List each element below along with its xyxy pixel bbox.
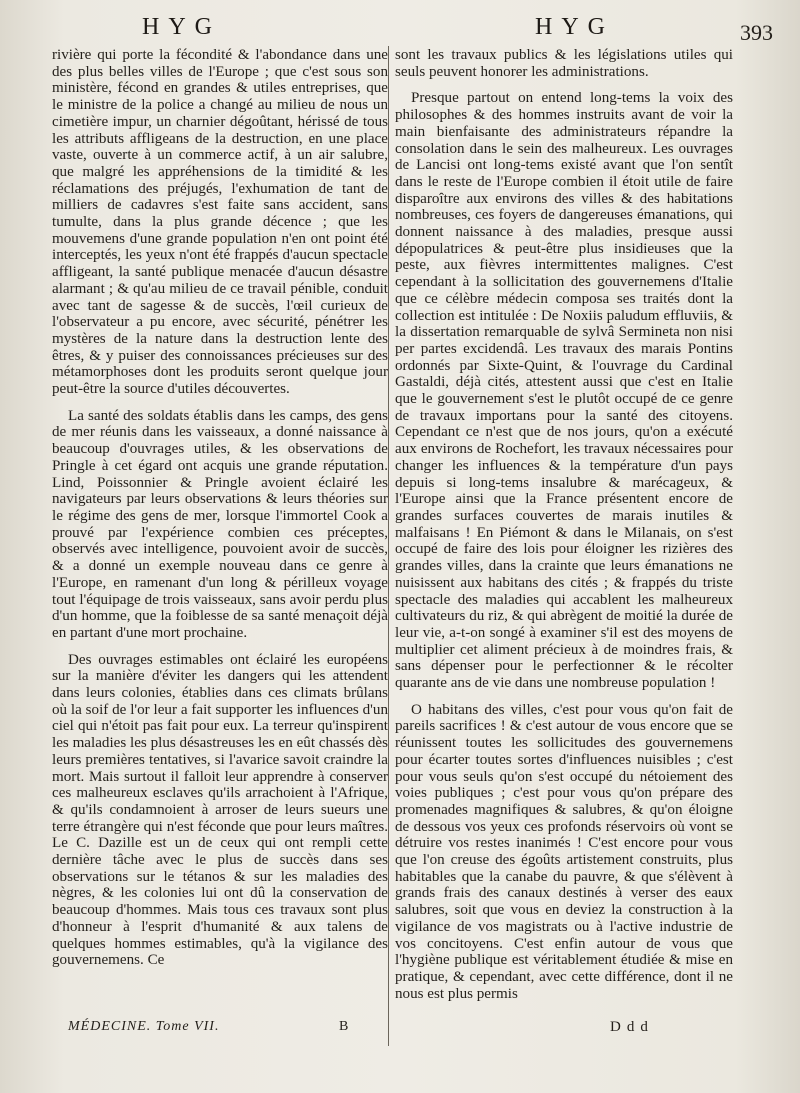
right-column [395, 47, 733, 1002]
running-header [0, 14, 800, 48]
signature-mark: Ddd [610, 1019, 654, 1035]
column-divider [388, 46, 389, 1046]
left-paragraph-2: La santé des soldats établis dans les camps, des gens de mer réunis dans les vaisseaux, a donné naissance à beaucoup d'ouvrages utiles, & les observations de Pringle à cet égard ont acquis une grande réputation. Lind, Poissonnier & Pringle avoient éclairé les navigateurs par leurs observations & leurs théories sur le régime des gens de mer, lorsque l'immortel Cook a prouvé par l'expérience combien ces préceptes, observés avec intelligence, pouvoient avoir de succès, & a donné un exemple nouveau dans ce genre à l'Europe, en ramenant d'un long & périlleux voyage tout l'équipage de trois vaisseaux, sans avoir perdu plus d'un homme, que la foiblesse de sa santé menaçoit déjà en partant d'une mort prochaine. [52, 407, 388, 641]
right-paragraph-2: Presque partout on entend long-tems la voix des philosophes & des hommes instruits avant de voir la main bienfaisante des administrateurs répandre la consolation dans le sein des malheureux. Les ouvrages de Lancisi ont long-tems existé avant que l'on sentît dans le reste de l'Europe combien il étoit utile de faire disparoître aux environs des villes & des habitations nombreuses, ces foyers de dangereuses émanations, qui donnent naissance à des maladies, presque aussi dépopulatrices & peut-être plus insidieuses que la peste, aux fièvres intermittentes malignes. C'est cependant à la sollicitation des gouvernemens d'Italie que ce célèbre médecin composa ses traités dont la collection est intitulée : De Noxiis paludum effluviis, & la dissertation remarquable de sylvâ Sermineta non nisi per partes excidendâ. Les travaux des marais Pontins ordonnés par Sixte-Quint, & l'ouvrage du Cardinal Gastaldi, déjà cités, attestent aussi que c'est en Italie que le gouvernement s'est le plutôt occupé de ce genre de travaux importans pour la santé des citoyens. Cependant ce n'est que de nos jours, qu'on a exécuté aux environs de Rochefort, les travaux nécessaires pour changer les influences & la température d'un pays depuis si long-tems insalubre & marécageux, & l'Europe ainsi que la France présentent encore de grandes surfaces couvertes de marais inutiles & malfaisans ! En Piémont & dans le Milanais, on s'est occupé de faire des lois pour éloigner les rizières des grandes villes, dans la crainte que leurs émanations ne nuisissent aux habitans des cités ; & frappés du triste spectacle des maladies qui accablent les malheureux cultivateurs du riz, & qui abrègent de moitié la durée de leur vie, a-t-on songé à examiner s'il est des moyens de multiplier cet aliment précieux à de moindres frais, & sans dépenser pour le perfectionner & le récolter quarante ans de vie dans une nombreuse population ! [395, 90, 733, 692]
volume-title: MÉDECINE. Tome VII. [68, 1019, 220, 1034]
right-paragraph-3: O habitans des villes, c'est pour vous qu'on fait de pareils sacrifices ! & c'est autour de vous encore que se réunissent toutes les sollicitudes des gouvernemens pour écarter toutes sortes d'influences nuisibles ; c'est pour vous seuls qu'on s'est occupé du nétoiement des voies publiques ; c'est pour vous qu'on prépare des promenades magnifiques & salubres, & qu'on éloigne de dessous vos yeux ces profonds réservoirs où vont se détruire vos restes inanimés ! C'est encore pour vous que l'on creuse des égoûts artistement construits, plus habitables que la canabe du pauvre, & que s'élèvent à grands frais des canaux destinés à verser des eaux salubres, soit que vous en deviez la construction à la vigilance de vos magistrats ou à l'active industrie de vos concitoyens. C'est enfin autour de vous que l'hygiène publique est véritablement étudiée & mise en pratique, & cependant, avec cette différence, dont il ne nous est plus permis [395, 701, 733, 1002]
left-column [52, 47, 388, 969]
page-number: 393 [740, 20, 773, 45]
page-footer [0, 1019, 800, 1039]
right-paragraph-1: sont les travaux publics & les législations utiles qui seuls peuvent honorer les administrations. [395, 47, 733, 80]
left-paragraph-3: Des ouvrages estimables ont éclairé les européens sur la manière d'éviter les dangers qui les attendent dans leurs colonies, établies dans ces climats brûlans où la soif de l'or leur a fait supporter les influences d'un ciel qui n'étoit pas fait pour eux. La terreur qu'inspirent les maladies les plus désastreuses les en eût chassés dès leurs premières tentatives, si l'avarice savoit craindre la mort. Mais surtout il falloit leur apprendre à conserver ces malheureux esclaves qu'ils arrachoient à l'Afrique, & qu'ils condamnoient à arroser de leurs sueurs une terre étrangère qui n'est féconde que pour leurs maîtres. Le C. Dazille est un de ceux qui ont rempli cette dernière tâche avec le plus de succès dans ses observations sur le tétanos & sur les maladies des nègres, & les colonies lui ont dû la conservation de beaucoup d'hommes. Mais tous ces travaux sont plus d'honneur à l'esprit d'humanité & aux talens de quelques hommes estimables, qu'à la vigilance des gouvernemens. Ce [52, 651, 388, 969]
header-right-word: HYG [535, 14, 614, 40]
left-paragraph-1: rivière qui porte la fécondité & l'abondance dans une des plus belles villes de l'Europe ; que c'est sous son ministère, fécond en grandes & utiles entreprises, que le ministre de la police a changé au milieu de nous un cimetière impur, un charnier dégoûtant, hérissé de tous les attributs affligeans de la destruction, en une place vaste, ouverte à un commerce actif, à un air salubre, que malgré les appréhensions de la timidité & les réclamations des préjugés, l'exhumation de tant de milliers de cadavres s'est faite sans accident, sans tumulte, dans la plus grande décence ; que les mouvemens d'une grande population n'en ont point été interceptés, les yeux n'ont été frappés d'aucun spectacle affligeant, la santé publique menacée d'aucun désastre alarmant ; & qu'au milieu de ce travail pénible, conduit avec tant de sagesse & de succès, l'œil curieux de l'observateur a pu encore, avec sécurité, pénétrer les mystères de la nature dans la destruction lente des êtres, & y puiser des connoissances précieuses sur des métamorphoses dont les produits seront quelque jour peut-être la source d'utiles découvertes. [52, 47, 388, 398]
footer-mark: B [339, 1019, 349, 1034]
header-left-word: HYG [142, 14, 221, 40]
